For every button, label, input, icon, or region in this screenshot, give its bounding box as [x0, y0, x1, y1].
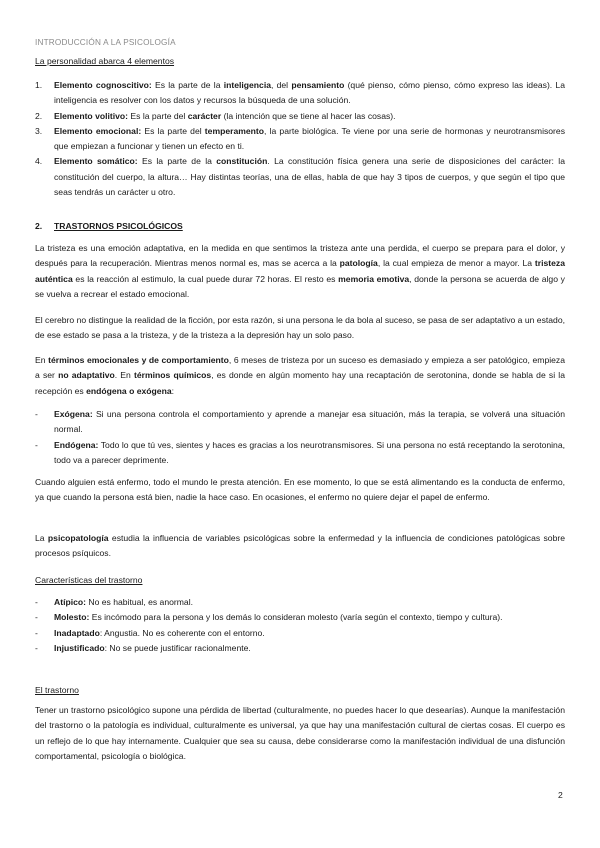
endogenous-exogenous-list — [35, 407, 565, 468]
text: Es la parte de la — [151, 80, 224, 90]
disorder-heading: El trastorno — [35, 685, 79, 695]
section-heading — [35, 221, 183, 231]
text: La tristeza es una emoción adaptativa, en la medida en que sentimos la tristeza ante una perdida, el cuerpo se prepara para el dolor, y después para la recuperación. Mientras menos normal es, mas se acerca a la — [35, 243, 565, 269]
text: Todo lo que tú ves, sientes y haces es gracias a los neurotransmisores. Si una persona no está receptando la serotonina, todo va a parecer deprimente. — [54, 439, 565, 465]
bullet-dash: - — [35, 597, 38, 607]
term: Endógena: — [54, 439, 99, 450]
term: psicopatología — [47, 533, 109, 543]
term: no adaptativo — [58, 370, 115, 381]
text: Es la parte de la — [137, 156, 217, 167]
paragraph-terms — [35, 353, 565, 399]
list-item — [35, 78, 565, 109]
term: Elemento volitivo: — [54, 110, 129, 121]
term: Injustificado — [54, 642, 105, 653]
list-item — [35, 109, 565, 124]
section-number: 2. — [35, 221, 43, 231]
text: , 6 meses de tristeza por un suceso es demasiado y empieza a ser patológico, empieza a ser — [35, 355, 565, 381]
text: : — [171, 385, 174, 396]
text: , del — [271, 80, 292, 90]
list-item — [35, 626, 565, 641]
text: En — [35, 355, 49, 365]
running-header: INTRODUCCIÓN A LA PSICOLOGÍA — [35, 38, 176, 47]
page-number: 2 — [558, 790, 563, 800]
list-number: 3. — [35, 125, 43, 136]
list-item — [35, 154, 565, 200]
list-item — [35, 124, 565, 155]
list-item — [35, 407, 565, 438]
section-title: TRASTORNOS PSICOLÓGICOS — [54, 221, 183, 231]
paragraph-sick-behavior: Cuando alguien está enfermo, todo el mundo le presta atención. En ese momento, lo que se está alimentando es la conducta de enfermo, ya que cuando la persona está bien, nadie la hace caso. En ocasiones, el enfermo no quiere dejar el papel de enfermo. — [35, 477, 565, 503]
list-item — [35, 610, 565, 625]
text: estudia la influencia de variables psicológicas sobre la enfermedad y la influencia de condiciones patológicas sobre procesos psíquicos. — [35, 533, 565, 559]
term: temperamento — [204, 125, 265, 136]
bullet-dash: - — [35, 612, 38, 623]
list-item — [35, 641, 565, 656]
text: Si una persona controla el comportamiento y aprende a manejar esa situación, más la terapia, se volverá una situación normal. — [54, 409, 565, 435]
characteristics-heading: Características del trastorno — [35, 575, 143, 585]
paragraph-psychopathology — [35, 531, 565, 562]
term: carácter — [187, 110, 222, 121]
bullet-dash: - — [35, 409, 38, 419]
term: Exógena: — [54, 409, 93, 419]
list-item — [35, 595, 565, 610]
term: Elemento somático: — [54, 156, 138, 167]
text: Es incómodo para la persona y los demás lo consideran molesto (varía según el contexto, tiempo y cultura). — [89, 612, 503, 623]
paragraph-sadness — [35, 241, 565, 302]
term: Elemento emocional: — [54, 125, 142, 136]
term: endógena o exógena — [86, 385, 172, 396]
term: términos químicos — [134, 370, 212, 381]
text: Es la parte del — [128, 110, 188, 121]
bullet-dash: - — [35, 439, 38, 450]
term: Elemento cognoscitivo: — [54, 80, 152, 90]
term: tristeza auténtica — [35, 258, 565, 284]
bullet-dash: - — [35, 627, 38, 638]
text: Es la parte del — [141, 125, 205, 136]
text: , la cual empieza de menor a mayor. La — [377, 258, 535, 269]
text: (la intención que se tiene al hacer las cosas). — [221, 110, 396, 121]
term: pensamiento — [291, 80, 345, 90]
text: es la reacción al estimulo, la cual puede durar 72 horas. El resto es — [72, 273, 339, 284]
text: (qué pienso, cómo pienso, cómo expreso las ideas). La inteligencia es resolver con los datos y recursos la búsqueda de una solución. — [54, 80, 565, 106]
characteristics-list — [35, 595, 565, 656]
personality-elements-list — [35, 78, 565, 200]
personality-heading: La personalidad abarca 4 elementos — [35, 56, 175, 66]
text: , es donde en algún momento hay una recaptación de serotonina, donde se habla de si la recepción es — [35, 370, 565, 396]
list-item — [35, 438, 565, 469]
text: , donde la persona se acuerda de algo y se vuelva a recrear el estado emocional. — [35, 273, 565, 299]
text: : No se puede justificar racionalmente. — [104, 642, 251, 653]
term: Atípico: — [54, 597, 86, 607]
text: . En — [114, 370, 134, 381]
term: términos emocionales y de comportamiento — [48, 355, 229, 365]
paragraph-brain: El cerebro no distingue la realidad de la ficción, por esta razón, si una persona le da bola al suceso, se pasa de ser adaptativo a un estado, de ese estado se pasa a la tristeza, y de la tristeza a la depresión hay un solo paso. — [35, 315, 565, 341]
term: patología — [339, 258, 378, 269]
text: , la parte biológica. Te viene por una serie de hormonas y neurotransmisores que empiezan a funcionar y tienen un efecto en ti. — [54, 125, 565, 152]
text: : Angustia. No es coherente con el entorno. — [99, 627, 265, 638]
term: constitución — [216, 156, 268, 167]
term: memoria emotiva — [338, 273, 410, 284]
text: No es habitual, es anormal. — [85, 597, 193, 607]
list-number: 1. — [35, 80, 43, 90]
list-number: 4. — [35, 156, 43, 167]
term: inteligencia — [223, 80, 271, 90]
text: La — [35, 533, 48, 543]
text: . La constitución física genera una serie de disposiciones del carácter: la constitución del cuerpo, la altura… Hay distintas teorías, una de ellas, habla de que hay 3 tipos de cuerpos, y que según el tipo que seas tendrás un carácter u otro. — [54, 156, 565, 198]
term: Molesto: — [54, 612, 90, 623]
paragraph-disorder: Tener un trastorno psicológico supone una pérdida de libertad (culturalmente, no puedes hacer lo que desearías). Aunque la manifestación del trastorno o la patología es individual, culturalmente es universal, ya que hay una manifestación cultural de ciertas cosas. El cuerpo es un reflejo de lo que hay internamente. Cualquier que sea su causa, debe considerarse como la manifestación individual de una disfunción comportamental, psicología o biológica. — [35, 705, 565, 761]
list-number: 2. — [35, 110, 43, 121]
term: Inadaptado — [54, 627, 100, 638]
bullet-dash: - — [35, 642, 38, 653]
